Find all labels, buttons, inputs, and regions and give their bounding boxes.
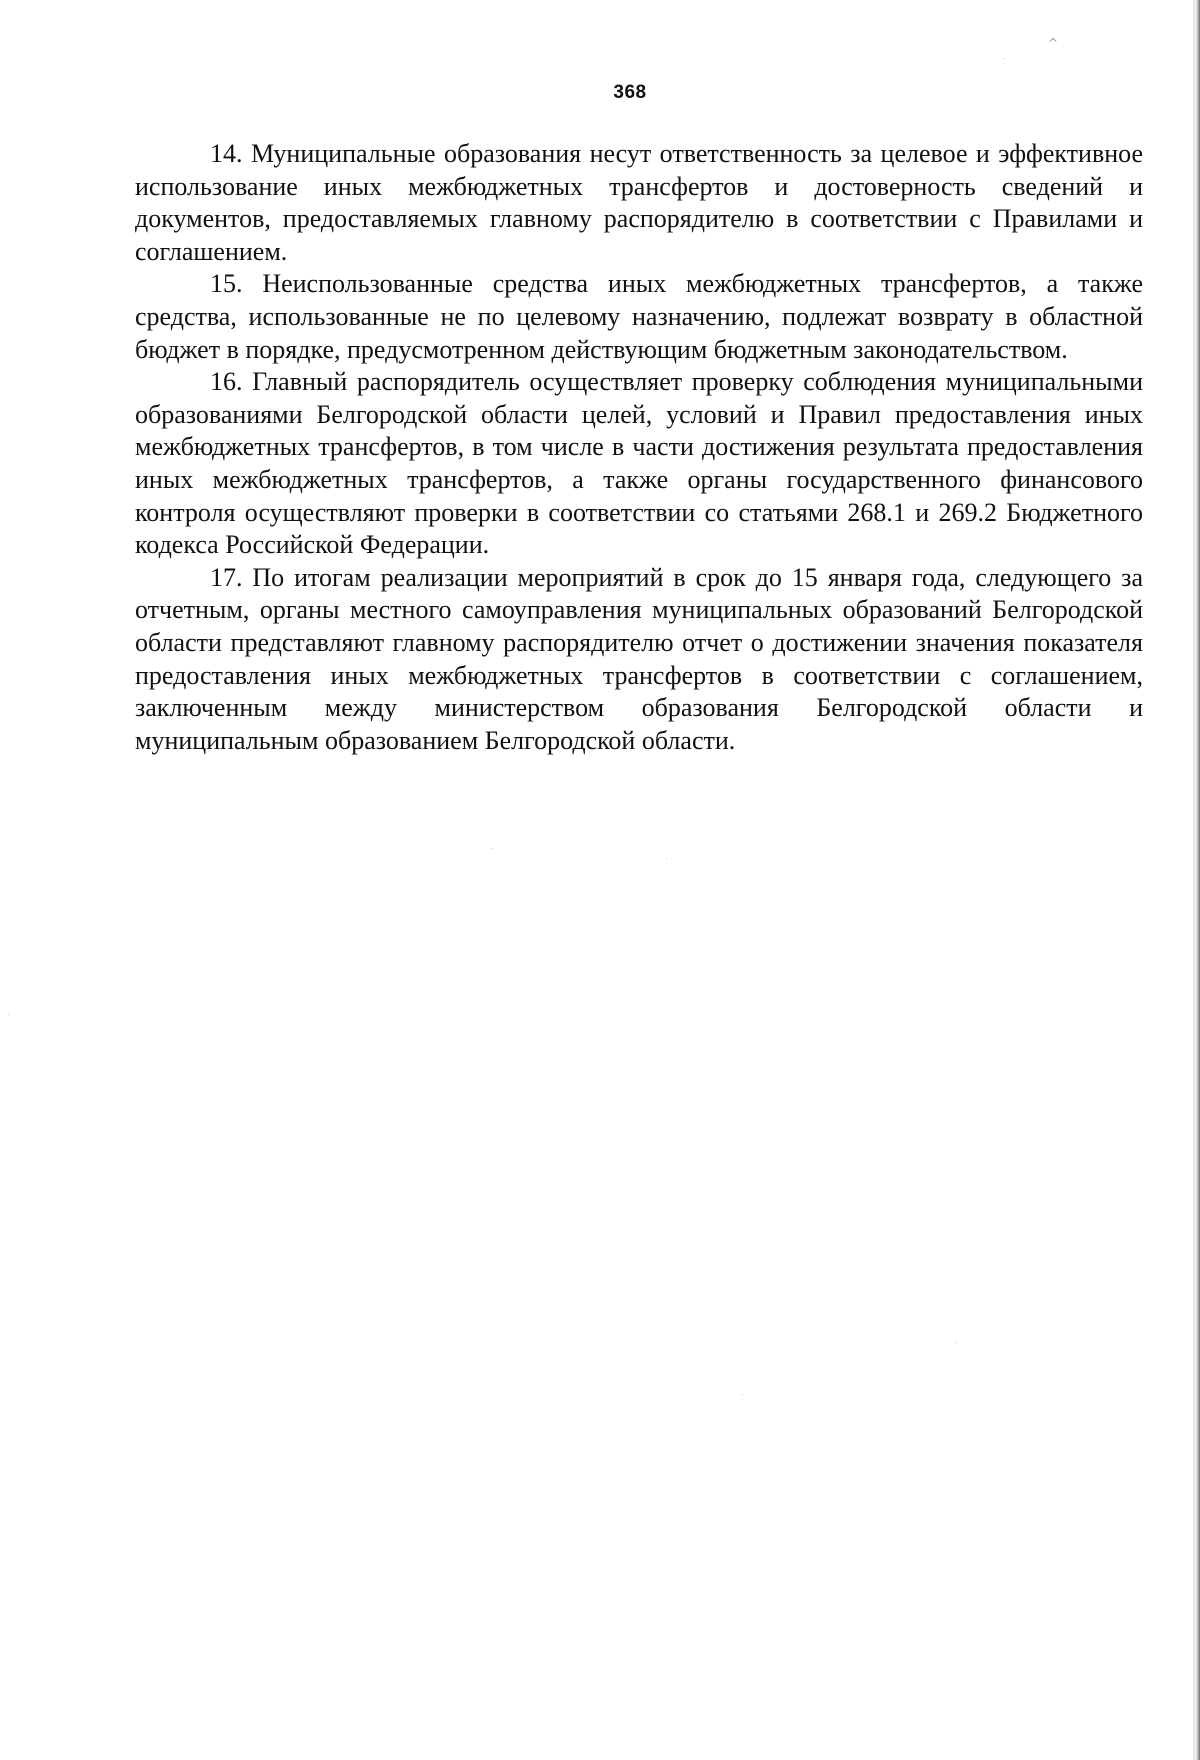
scan-edge xyxy=(1195,0,1200,1760)
scan-speck xyxy=(8,1014,9,1015)
scan-artifact-caret: ^ xyxy=(1048,36,1059,50)
scan-speck xyxy=(492,848,493,849)
paragraph-14: 14. Муниципальные образования несут ответственность за целевое и эффективное использование иных межбюджетных трансфертов и достоверность сведений и документов, предоставляемых главному распорядителю в соответствии с Правилами и соглашением. xyxy=(135,139,1143,266)
paragraph-15: 15. Неиспользованные средства иных межбюджетных трансфертов, а также средства, использованные не по целевому назначению, подлежат возврату в областной бюджет в порядке, предусмотренном действующим бюджетным законодательством. xyxy=(135,269,1143,364)
scan-speck xyxy=(955,1342,956,1343)
paragraph-17: 17. По итогам реализации мероприятий в срок до 15 января года, следующего за отчетным, органы местного самоуправления муниципальных образований Белгородской области представляют главному распорядителю отчет о достижении значения показателя предоставления иных межбюджетных трансфертов в соответствии с соглашением, заключенным между министерством образования Белгородской области и муниципальным образованием Белгородской области. xyxy=(135,562,1143,755)
scan-speck xyxy=(666,858,667,859)
scan-speck xyxy=(742,1394,743,1395)
document-body xyxy=(135,138,1143,757)
scan-speck xyxy=(1004,58,1005,59)
page-number: 368 xyxy=(613,82,647,103)
paragraph-16: 16. Главный распорядитель осуществляет проверку соблюдения муниципальными образованиями Белгородской области целей, условий и Правил предоставления иных межбюджетных трансфертов, в том числе в части достижения результата предоставления иных межбюджетных трансфертов, а также органы государственного финансового контроля осуществляют проверки в соответствии со статьями 268.1 и 269.2 Бюджетного кодекса Российской Федерации. xyxy=(135,367,1143,560)
